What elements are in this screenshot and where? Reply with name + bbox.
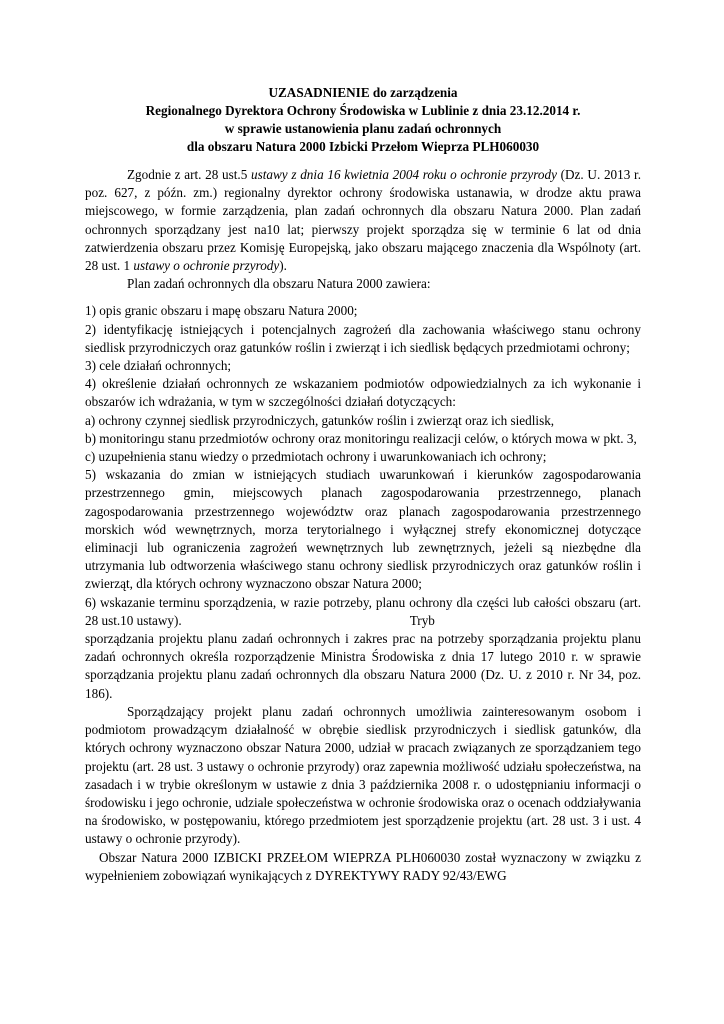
title-line-2: Regionalnego Dyrektora Ochrony Środowiska w Lublinie z dnia 23.12.2014 r. [145, 103, 581, 118]
intro-law-citation: ustawy z dnia 16 kwietnia 2004 roku o ochronie przyrody [251, 167, 557, 182]
document-title [85, 84, 641, 156]
list-item-4c: c) uzupełnienia stanu wiedzy o przedmiotach ochrony i uwarunkowaniach ich ochrony; [85, 449, 547, 465]
intro-text-c: (Dz. U. 2013 r. poz. 627, z późn. zm.) regionalny dyrektor ochrony środowiska ustanawia, w drodze aktu prawa miejscowego, w formie zarządzenia, plan zadań ochronnych dla obszaru Natura 2000. Plan zadań ochronnych sporządzany jest na10 lat; pierwszy projekt sporządza się w terminie 6 lat od dnia zatwierdzenia obszaru przez Komisję Europejską, jako obszaru mającego znaczenia dla Wspólnoty (art. 28 ust. 1 [85, 167, 641, 274]
list-item-4: 4) określenie działań ochronnych ze wskazaniem podmiotów odpowiedzialnych za ich wykonanie i obszarów ich wdrażania, w tym w szczególności działań dotyczących: [85, 376, 641, 410]
intro-law-short: ustawy o ochronie przyrody [133, 258, 280, 274]
list-item-6 [85, 594, 641, 630]
tryb-word: Tryb [409, 612, 435, 628]
list-item-6-text: 6) wskazanie terminu sporządzenia, w razie potrzeby, planu ochrony dla części lub całości obszaru (art. 28 ust.10 ustawy). [85, 594, 641, 628]
plan-contents-heading: Plan zadań ochronnych dla obszaru Natura 2000 zawiera: [127, 276, 431, 292]
participation-paragraph: Sporządzający projekt planu zadań ochronnych umożliwia zainteresowanym osobom i podmiotom prowadzącym działalność w obrębie siedlisk przyrodniczych i siedlisk gatunków, dla których ochrony wyznaczono obszar Natura 2000, udział w pracach związanych ze sporządzaniem tego projektu (art. 28 ust. 3 ustawy o ochronie przyrody) oraz zapewnia możliwość udziału społeczeństwa, na zasadach i w trybie określonym w ustawie z dnia 3 października 2008 r. o udostępnianiu informacji o środowisku i jego ochronie, udziale społeczeństwa w ochronie środowiska oraz o ocenach oddziaływania na środowisko, w postępowaniu, którego przedmiotem jest sporządzenie projektu (art. 28 ust. 3 i ust. 4 ustawy o ochronie przyrody). [85, 703, 641, 847]
list-item-2: 2) identyfikację istniejących i potencjalnych zagrożeń dla zachowania właściwego stanu ochrony siedlisk przyrodniczych oraz gatunków roślin i zwierząt i ich siedlisk będących przedmiotami ochrony; [85, 321, 641, 355]
list-item-4a: a) ochrony czynnej siedlisk przyrodniczych, gatunków roślin i zwierząt oraz ich siedlisk, [85, 412, 555, 428]
intro-text-e: ). [279, 258, 287, 274]
designation-paragraph: Obszar Natura 2000 IZBICKI PRZEŁOM WIEPRZA PLH060030 został wyznaczony w związku z wypełnieniem zobowiązań wynikających z DYREKTYWY RADY 92/43/EWG [85, 849, 641, 883]
title-line-1: UZASADNIENIE do zarządzenia [268, 85, 458, 100]
procedure-paragraph: sporządzania projektu planu zadań ochronnych i zakres prac na potrzeby sporządzania projektu planu zadań ochronnych określa rozporządzenie Ministra Środowiska z dnia 17 lutego 2010 r. w sprawie sporządzania projektu planu zadań ochronnych dla obszaru Natura 2000 (Dz. U. z 2010 r. Nr 34, poz. 186). [85, 631, 641, 701]
intro-paragraph [85, 166, 641, 275]
title-line-4: dla obszaru Natura 2000 Izbicki Przełom Wieprza PLH060030 [186, 139, 540, 154]
intro-text-a: Zgodnie z art. 28 ust.5 [127, 167, 252, 182]
list-item-5: 5) wskazania do zmian w istniejących studiach uwarunkowań i kierunków zagospodarowania przestrzennego gmin, miejscowych planach zagospodarowania przestrzennego, planach zagospodarowania przestrzennego województw oraz planach zagospodarowania przestrzennego morskich wód wewnętrznych, morza terytorialnego i wyłącznej strefy ekonomicznej dotyczące eliminacji lub ograniczenia zagrożeń wewnętrznych lub zewnętrznych, jeżeli są niezbędne dla utrzymania lub odtworzenia właściwego stanu ochrony siedlisk przyrodniczych oraz gatunków roślin i zwierząt, dla których ochrony wyznaczono obszar Natura 2000; [85, 467, 641, 592]
document-page [85, 84, 641, 885]
list-item-1: 1) opis granic obszaru i mapę obszaru Natura 2000; [85, 303, 358, 319]
list-item-3: 3) cele działań ochronnych; [85, 358, 232, 374]
list-item-4b: b) monitoringu stanu przedmiotów ochrony oraz monitoringu realizacji celów, o których mowa w pkt. 3, [85, 430, 637, 446]
title-line-3: w sprawie ustanowienia planu zadań ochronnych [224, 121, 502, 136]
